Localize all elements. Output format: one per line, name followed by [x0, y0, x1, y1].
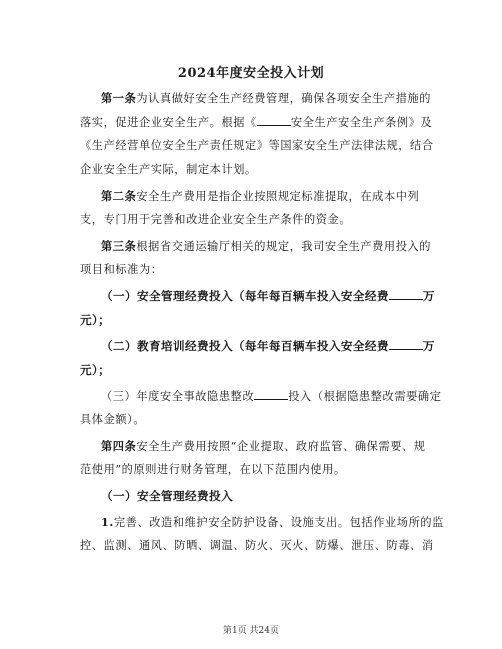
- point-1-line-1: 1.完善、改造和维护安全防护设备、设施支出。包括作业场所的监: [101, 515, 444, 529]
- item-1-line-2: 元）；: [80, 313, 111, 327]
- item-2-line-1: （二）教育培训经费投入（每年每百辆车投入安全经费 万: [101, 339, 435, 353]
- blank-line: [257, 115, 291, 126]
- item-2-line-2: 元）；: [80, 363, 111, 377]
- article-3-head: 第三条: [101, 239, 137, 253]
- article-1-line-1: 第一条为认真做好安全生产经费管理，确保各项安全生产措施的: [101, 91, 432, 105]
- item-1-line-1: （一）安全管理经费投入（每年每百辆车投入安全经费 万: [101, 289, 435, 303]
- blank-line: [389, 289, 423, 300]
- point-1-line-2: 控、监测、通风、防晒、调温、防火、灭火、防爆、泄压、防毒、消: [80, 539, 434, 552]
- article-2-line-2: 支，专门用于完善和改进企业安全生产条件的资金。: [80, 213, 352, 226]
- article-1-line-2: 落实，促进企业安全生产。根据《 安全生产安全生产条例》及: [80, 116, 433, 129]
- article-1-line-4: 企业安全生产实际，制定本计划。: [80, 163, 257, 176]
- article-2-head: 第二条: [101, 189, 137, 203]
- item-3-line-2: 具体金额）。: [80, 413, 146, 426]
- blank-line: [254, 389, 288, 400]
- article-3-line-1: 第三条根据省交通运输厅相关的规定，我司安全生产费用投入的: [101, 239, 432, 253]
- article-3-line-2: 项目和标准为：: [80, 263, 163, 276]
- document-title: 2024年度安全投入计划: [177, 66, 325, 81]
- article-4-head: 第四条: [101, 439, 137, 453]
- article-4-line-1: 第四条安全生产费用按照“企业提取、政府监管、确保需要、规: [101, 439, 426, 453]
- item-3-line-1: （三）年度安全事故隐患整改 投入（根据隐患整改需要确定: [101, 390, 442, 403]
- article-2-line-1: 第二条安全生产费用是指企业按照规定标准提取，在成本中列: [101, 189, 420, 203]
- article-1-head: 第一条: [101, 91, 137, 105]
- blank-line: [389, 339, 423, 350]
- page-footer: 第1页 共24页: [222, 626, 280, 636]
- article-1-line-3: 《生产经营单位安全生产责任规定》等国家安全生产法律法规，结合: [80, 139, 434, 152]
- subsection-heading: （一）安全管理经费投入: [101, 489, 233, 503]
- article-4-line-2: 范使用”的原则进行财务管理，在以下范围内使用。: [80, 463, 346, 476]
